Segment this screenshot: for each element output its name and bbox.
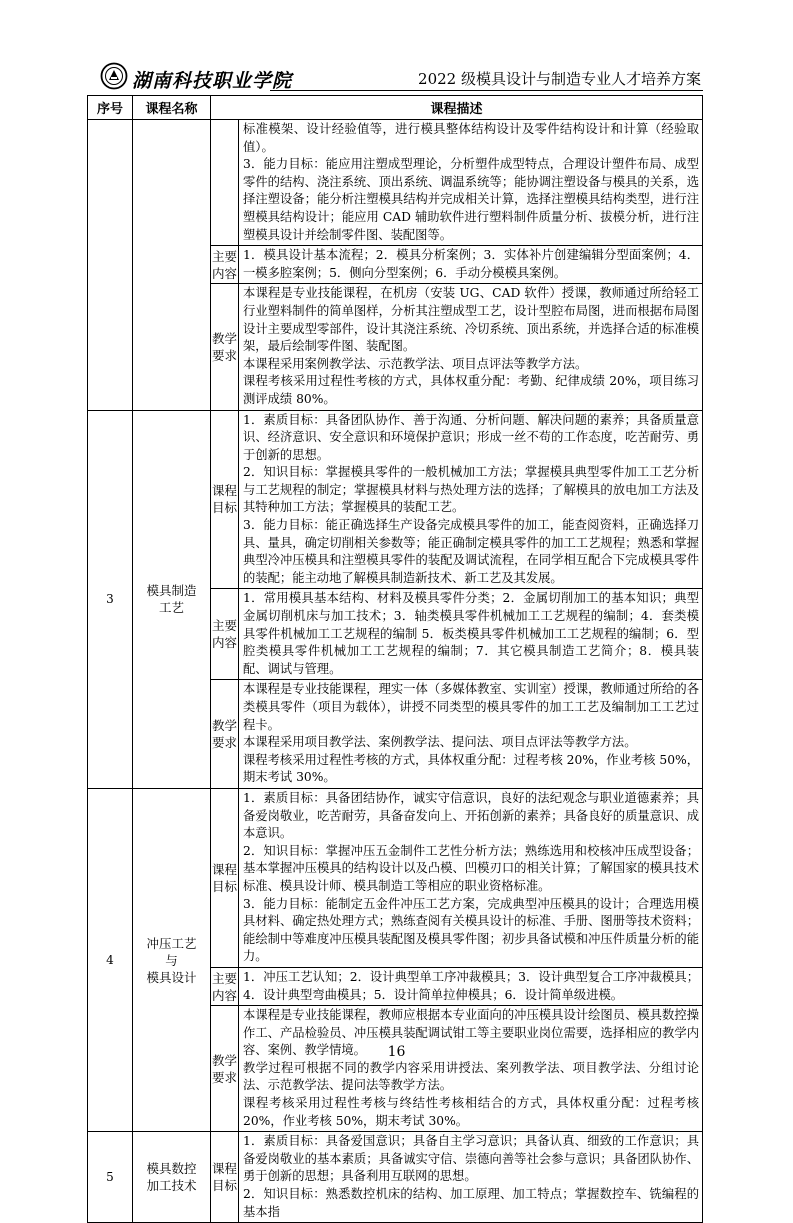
course-goal-text [239,410,703,589]
col-header-number: 序号 [88,96,133,120]
page-header [100,56,703,96]
course-content-text: 1．冲压工艺认知；2．设计典型单工序冲裁模具；3．设计典型复合工序冲裁模具；4．设计典型弯曲模具；5．设计简单拉伸模具；6．设计简单级进模。 [239,967,703,1005]
course-goal-text [239,1132,703,1223]
req-line: 课程考核采用过程性考核的方式，具体权重分配：考勤、纪律成绩 20%，项目练习测评成绩 80%。 [243,374,700,406]
table-header-row [88,96,703,120]
req-line: 课程考核采用过程性考核与终结性考核相结合的方式，具体权重分配：过程考核 20%，作业考核 50%，期末考试 30%。 [243,1096,700,1128]
header-rule [270,90,703,91]
course-goal-text [239,120,703,246]
content-label: 主要内容 [211,967,239,1005]
col-header-course-name: 课程名称 [133,96,211,120]
course-name [133,788,211,1131]
content-label: 主要内容 [211,589,239,680]
col-header-description: 课程描述 [211,96,703,120]
school-emblem-icon [100,62,128,90]
req-line: 本课程是专业技能课程，教师应根据本专业面向的冲压模具设计绘图员、模具数控操作工、产品检验员、冲压模具装配调试钳工等主要职业岗位需要，选择相应的教学内容、案例、教学情境。 [243,1008,700,1058]
goal-line: 3．能力目标：能正确选择生产设备完成模具零件的加工，能查阅资料，正确选择刀具、量具，确定切削相关参数等；能正确制定模具零件的加工工艺规程；熟悉和掌握典型冷冲压模具和注塑模具零件的装配及调试流程，在同学相互配合下完成模具零件的装配；能主动地了解模具制造新技术、新工艺及其发展。 [243,518,700,585]
course-number: 3 [88,410,133,788]
table-row [88,1132,703,1223]
course-name-line: 工艺 [158,600,184,616]
goal-line: 3．能力目标：能制定五金件冲压工艺方案，完成典型冲压模具的设计；合理选用模具材料、确定热处理方式；熟练查阅有关模具设计的标准、手册、图册等技术资料；能绘制中等难度冲压模具装配图及模具零件图；初步具备试模和冲压件质量分析的能力。 [243,896,700,964]
course-req-text [239,680,703,789]
course-req-text [239,1006,703,1132]
goal-label: 课程目标 [211,788,239,967]
goal-line: 2．知识目标：熟悉数控机床的结构、加工原理、加工特点；掌握数控车、铣编程的基本指 [243,1187,700,1219]
course-name [133,120,211,411]
req-label: 教学要求 [211,284,239,410]
req-line: 课程考核采用过程性考核的方式，具体权重分配：过程考核 20%，作业考核 50%，期末考试 30%。 [243,752,700,785]
document-title: 2022 级模具设计与制造专业人才培养方案 [418,70,701,88]
req-line: 本课程是专业技能课程，理实一体（多媒体教室、实训室）授课，教师通过所给的各类模具零件（项目为载体），讲授不同类型的模具零件的加工工艺及编制加工工艺过程卡。 [243,682,700,732]
req-label: 教学要求 [211,1006,239,1132]
page-number: 16 [387,1044,406,1060]
course-number [88,120,133,411]
course-content-text: 1．常用模具基本结构、材料及模具零件分类；2．金属切削加工的基本知识；典型金属切削机床与加工技术；3．轴类模具零件机械加工工艺规程的编制；4．套类模具零件机械加工工艺规程的编制 5．板类模具零件机械加工工艺规程的编制；6．型腔类模具零件机械加工工艺规程的编制；7．其它模具制造工艺简介；8．模具装配、调试与管理。 [239,589,703,680]
goal-line: 1．素质目标：具备团结协作，诚实守信意识，良好的法纪观念与职业道德素养；具备爱岗敬业，吃苦耐劳，具备奋发向上、开拓创新的素养；具备良好的质量意识、成本意识。 [243,790,700,841]
goal-line: 1．素质目标：具备团队协作、善于沟通、分析问题、解决问题的素养；具备质量意识、经济意识、安全意识和环境保护意识；形成一丝不苟的工作态度，吃苦耐劳、勇于创新的思想。 [243,412,700,462]
course-name-line: 与 [165,952,178,968]
course-name [133,410,211,788]
goal-line: 2．知识目标：掌握模具零件的一般机械加工方法；掌握模具典型零件加工工艺分析与工艺规程的制定；掌握模具材料与热处理方法的选择；了解模具的放电加工方法及其特种加工方法；掌握模具的装配工艺。 [243,465,700,515]
req-label: 教学要求 [211,680,239,789]
goal-label: 课程目标 [211,1132,239,1223]
course-name-line: 模具设计 [146,969,197,985]
table-row [88,120,703,246]
course-number: 4 [88,788,133,1131]
school-logo [100,62,293,92]
school-name: 湖南科技职业学院 [132,70,293,92]
req-line: 本课程采用案例教学法、示范教学法、项目点评法等教学方法。 [243,356,588,371]
course-number: 5 [88,1132,133,1223]
course-name [133,1132,211,1223]
course-name-line: 加工技术 [146,1178,197,1194]
req-line: 教学过程可根据不同的教学内容采用讲授法、案列教学法、项目教学法、分组讨论法、示范教学法、提问法等教学方法。 [243,1060,700,1093]
course-content-text: 1．模具设计基本流程；2．模具分析案例；3．实体补片创建编辑分型面案例；4．一模多腔案例；5．侧向分型案例；6．手动分模模具案例。 [239,246,703,284]
table-row [88,788,703,967]
req-line: 本课程采用项目教学法、案例教学法、提问法、项目点评法等教学方法。 [243,735,637,750]
course-req-text [239,284,703,410]
goal-label: 课程目标 [211,410,239,589]
goal-line: 标准模架、设计经验值等，进行模具整体结构设计及零件结构设计和计算（经验取值）。 [243,122,700,154]
goal-line: 2．知识目标：掌握冲压五金制件工艺性分析方法；熟练选用和校核冲压成型设备；基本掌握冲压模具的结构设计以及凸模、凹模刃口的相关计算；了解国家的模具技术标准、模具设计师、模具制造工等相应的职业资格标准。 [243,843,700,893]
goal-label [211,120,239,246]
course-name-line: 模具数控 [146,1161,197,1177]
goal-line: 1．素质目标：具备爱国意识；具备自主学习意识；具备认真、细致的工作意识；具备爱岗敬业的基本素质；具备诚实守信、崇德向善等社会参与意识；具备团队协作、勇于创新的思想；具备利用互联网的思想。 [243,1134,700,1184]
table-row [88,410,703,589]
course-name-line: 模具制造 [146,583,197,599]
req-line: 本课程是专业技能课程，在机房（安装 UG、CAD 软件）授课，教师通过所给轻工行业塑料制件的简单图样，分析其注塑成型工艺，设计型腔布局图，进而根据布局图设计主要成型零部件，设计其浇注系统、冷切系统、顶出系统，并选择合适的标准模架，最后绘制零件图、装配图。 [243,286,700,354]
course-name-line: 冲压工艺 [146,935,197,951]
goal-line: 3．能力目标：能应用注塑成型理论，分析塑件成型特点，合理设计塑件布局、成型零件的结构、浇注系统、顶出系统、调温系统等；能协调注塑设备与模具的关系，选择注塑设备；能分析注塑模具结构并完成相关计算，选择注塑模具结构类型，进行注塑模具结构设计；能应用 CAD 辅助软件进行塑料制件质量分析、拔模分析，进行注塑模具设计并绘制零件图、装配图等。 [243,157,700,242]
content-label: 主要内容 [211,246,239,284]
course-goal-text [239,788,703,967]
